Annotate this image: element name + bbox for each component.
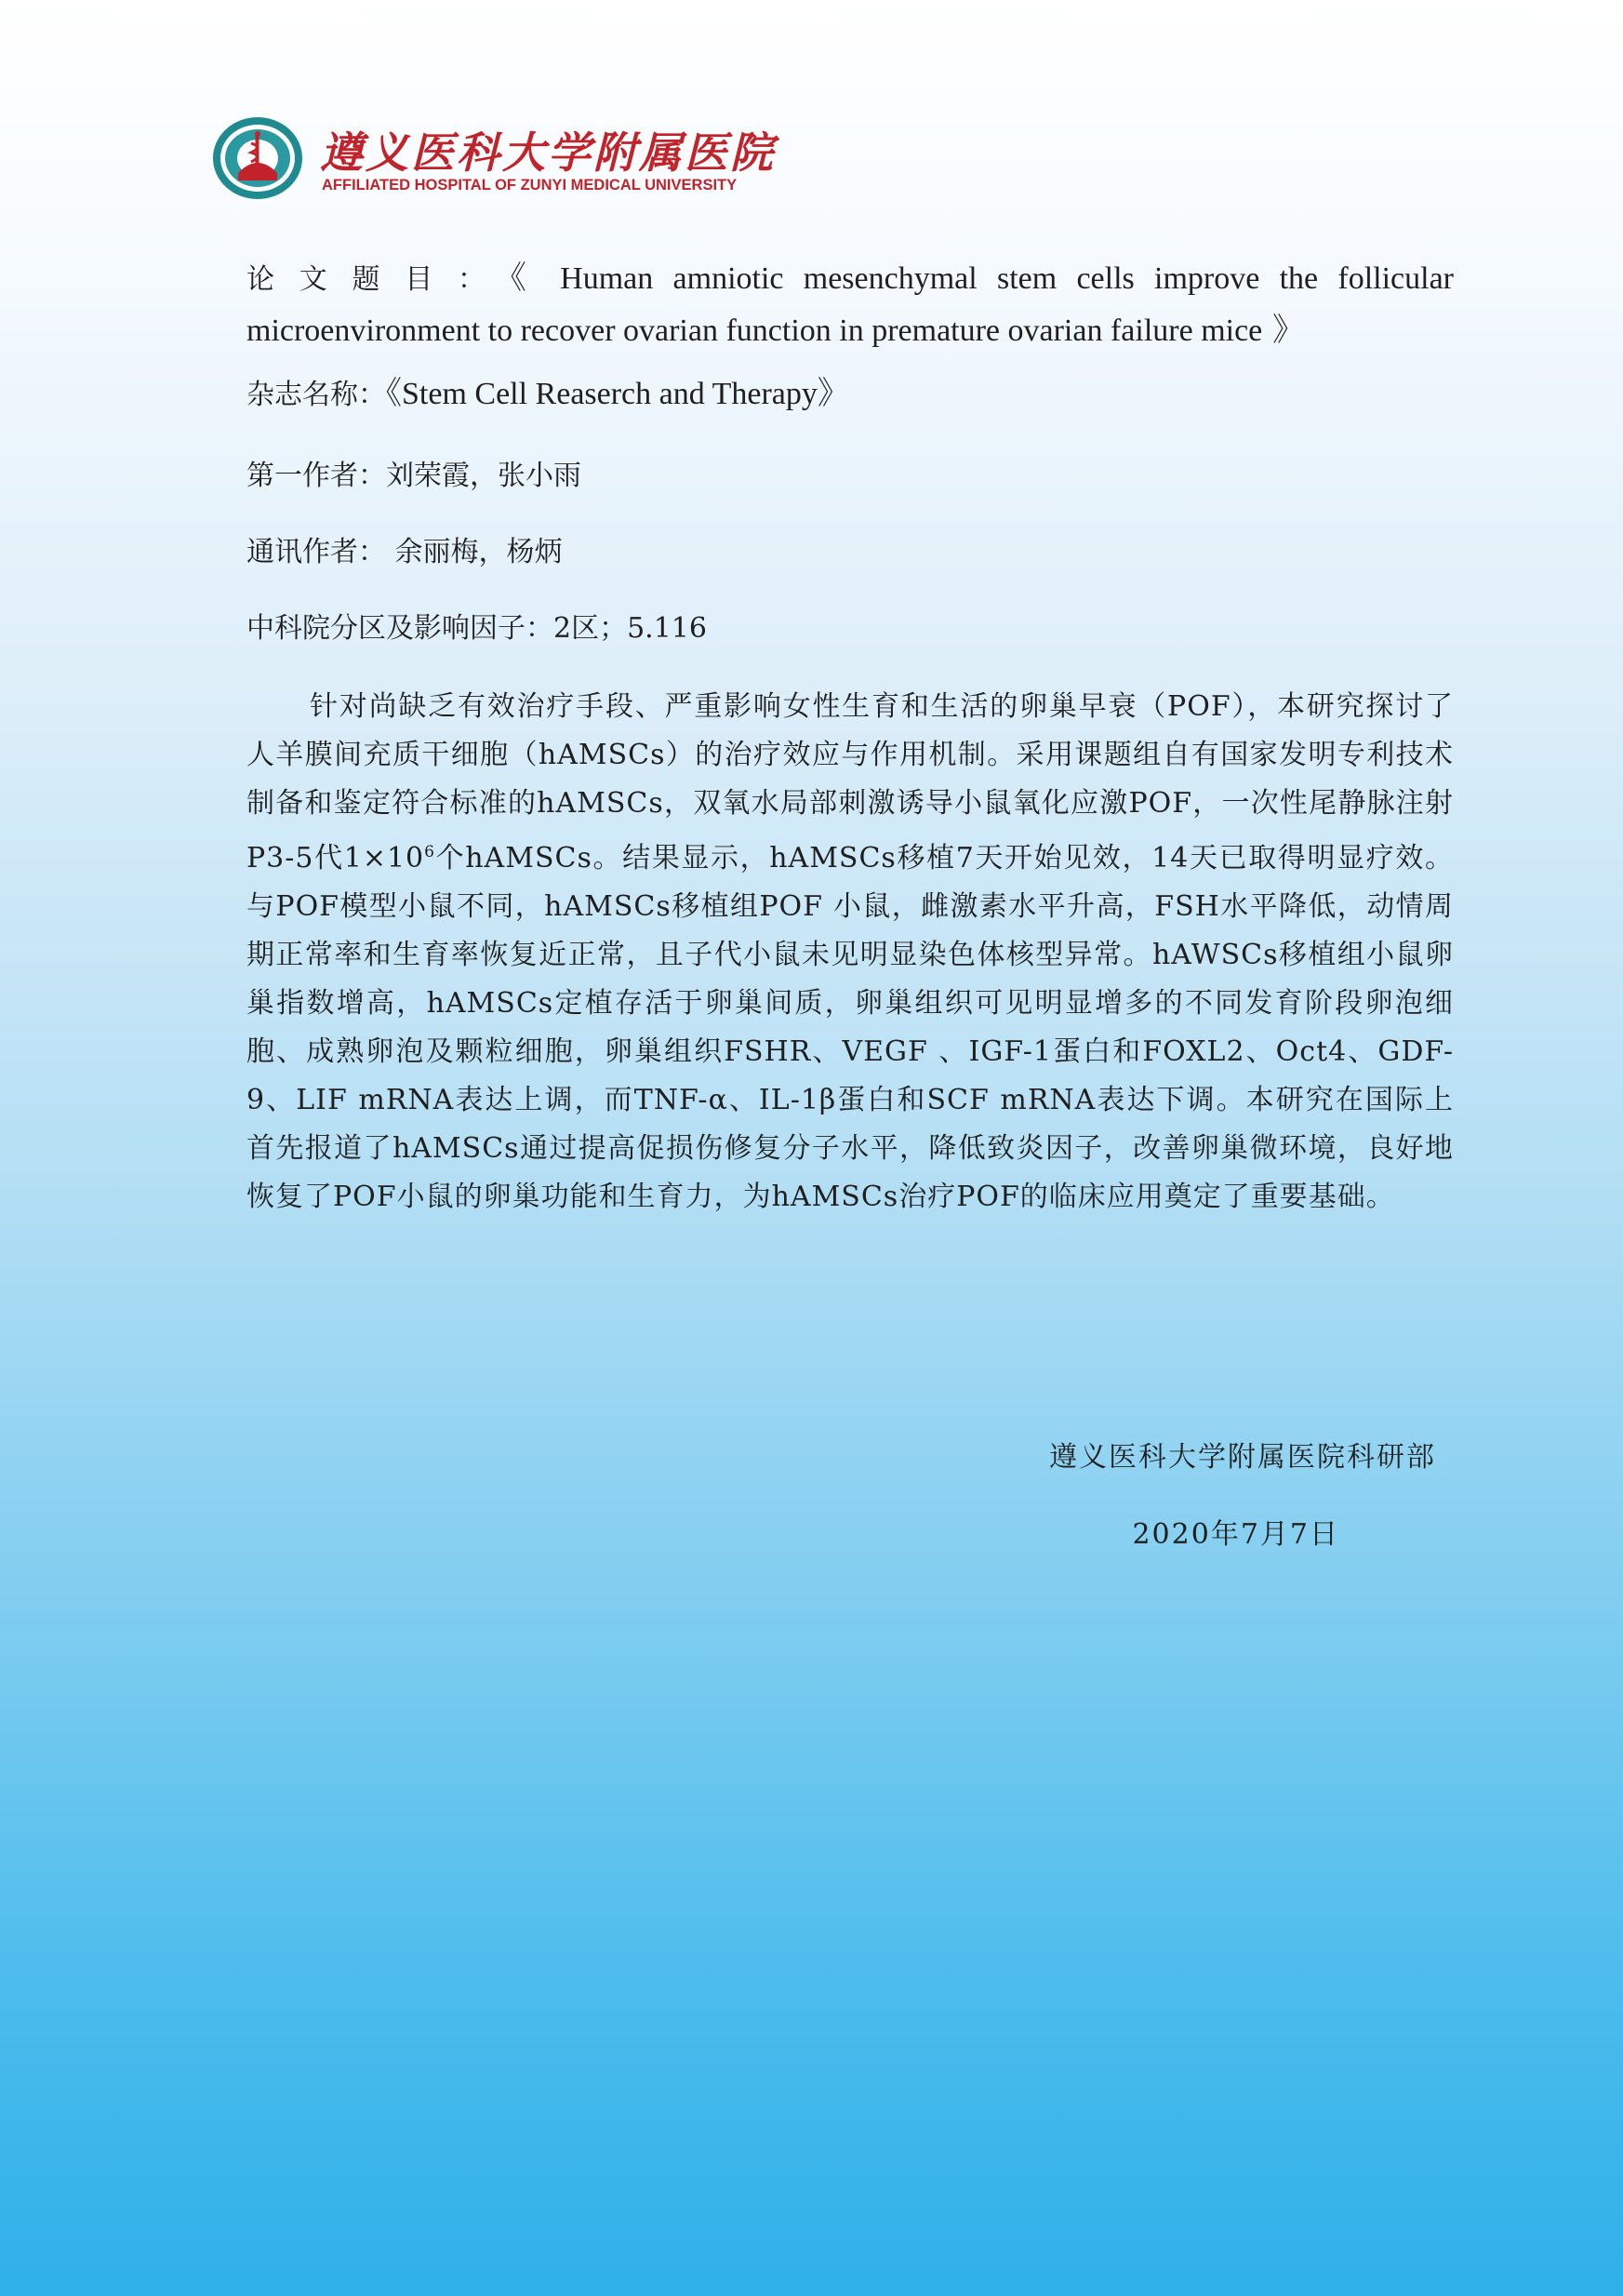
journal-label: 杂志名称： — [246, 379, 386, 411]
journal-line — [246, 378, 1454, 412]
signature-date: 2020年7月7日 — [1132, 1518, 1339, 1551]
title-text-line1: Human amniotic mesenchymal stem cells improve the follicular — [560, 261, 1454, 296]
first-author-label: 第一作者： — [246, 460, 386, 492]
title-close-bracket: 》 — [1272, 314, 1305, 348]
abstract-text-part1: 针对尚缺乏有效治疗手段、严重影响女性生育和生活的卵巢早衰（POF），本研究探讨了人羊膜间充质干细胞（hAMSCs）的治疗效应与作用机制。采用课题组自有国家发明专利技术制备和鉴定符合标准的hAMSCs，双氧水局部刺激诱导小鼠氧化应激POF，一次性尾静脉注射P3-5代1×10 — [246, 690, 1454, 874]
abstract-superscript: 6 — [424, 843, 435, 861]
first-author-line — [246, 460, 1454, 493]
impact-factor-line — [246, 612, 1454, 646]
paper-title — [246, 253, 1454, 356]
hospital-name-cn: 遵义医科大学附属医院 — [320, 127, 776, 178]
corresponding-author-names: 余丽梅，杨炳 — [394, 536, 563, 568]
impact-value: 2区；5.116 — [553, 612, 707, 645]
hospital-seal-icon — [210, 115, 305, 201]
first-author-names: 刘荣霞，张小雨 — [386, 460, 581, 492]
title-label: 论文题目： — [246, 263, 511, 296]
corresponding-author-label: 通讯作者： — [246, 536, 386, 568]
title-text-line2: microenvironment to recover ovarian function in premature ovarian failure mice — [246, 314, 1263, 348]
impact-label: 中科院分区及影响因子： — [246, 612, 553, 645]
signature-department: 遵义医科大学附属医院科研部 — [1049, 1441, 1436, 1474]
hospital-logo — [210, 115, 776, 201]
hospital-name-en: AFFILIATED HOSPITAL OF ZUNYI MEDICAL UNIVERSITY — [322, 177, 738, 194]
abstract-paragraph — [246, 683, 1454, 1221]
title-open-bracket: 《 — [510, 261, 539, 296]
journal-name: 《Stem Cell Reaserch and Therapy》 — [386, 377, 849, 411]
abstract-text-part2: 个hAMSCs。结果显示，hAMSCs移植7天开始见效，14天已取得明显疗效。与POF模型小鼠不同，hAMSCs移植组POF 小鼠，雌激素水平升高，FSH水平降低，动情周期正常率和生育率恢复近正常，且子代小鼠未见明显染色体核型异常。hAWSCs移植组小鼠卵巢指数增高，hAMSCs定植存活于卵巢间质，卵巢组织可见明显增多的不同发育阶段卵泡细胞、成熟卵泡及颗粒细胞，卵巢组织FSHR、VEGF 、IGF-1蛋白和FOXL2、Oct4、GDF-9、LIF mRNA表达上调，而TNF-α、IL-1β蛋白和SCF mRNA表达下调。本研究在国际上首先报道了hAMSCs通过提高促损伤修复分子水平，降低致炎因子，改善卵巢微环境，良好地恢复了POF小鼠的卵巢功能和生育力，为hAMSCs治疗POF的临床应用奠定了重要基础。 — [246, 842, 1454, 1213]
corresponding-author-line — [246, 536, 1454, 569]
